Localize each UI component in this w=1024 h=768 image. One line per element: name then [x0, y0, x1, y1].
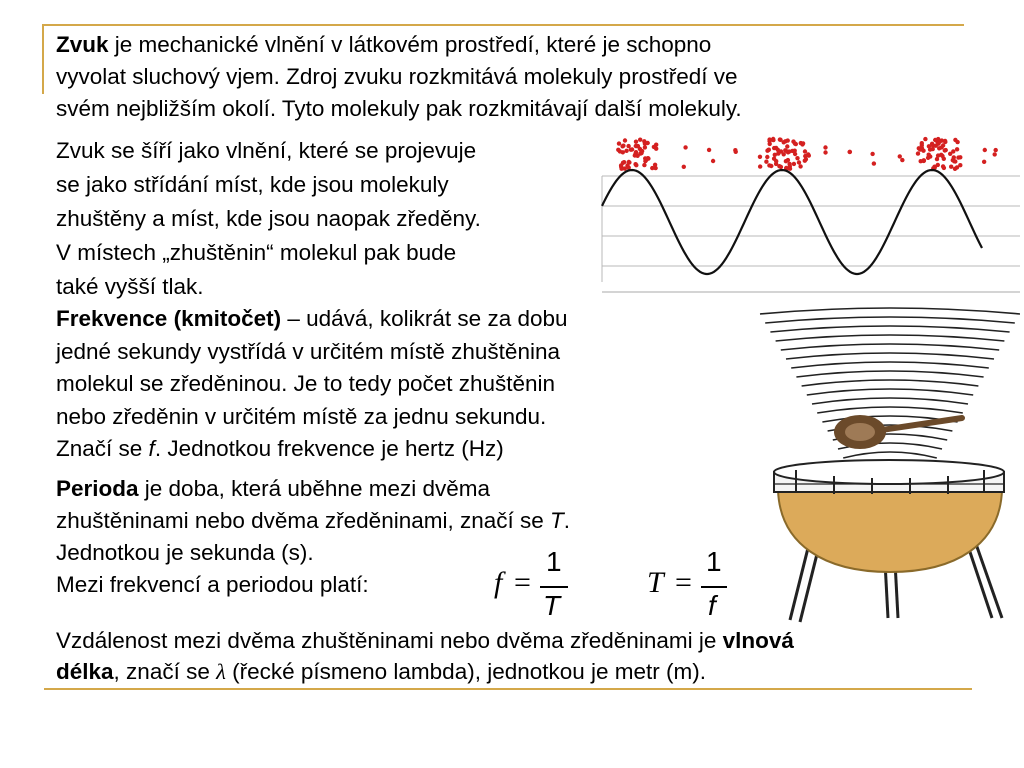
molecule-dot: [803, 159, 807, 163]
molecule-dot: [803, 154, 807, 158]
molecule-dot: [949, 165, 953, 169]
molecule-dot: [617, 141, 621, 145]
formula-2-equals: =: [675, 566, 692, 599]
sound-arc: [765, 317, 1015, 323]
molecule-dot: [927, 144, 931, 148]
wave-paragraph: [56, 134, 481, 304]
term-frekvence: Frekvence (kmitočet): [56, 306, 282, 331]
term-vlnova: vlnová: [722, 628, 794, 653]
drum-bowl: [778, 490, 1002, 572]
formula-2-numerator: 1: [706, 546, 722, 577]
intro-line-2: vyvolat sluchový vjem. Zdroj zvuku rozkmitává molekuly prostředí ve: [56, 64, 738, 89]
molecule-dot: [936, 163, 940, 167]
molecule-dot: [646, 141, 650, 145]
kettledrum-illustration: [700, 300, 1020, 630]
molecule-dot: [785, 144, 789, 148]
wavelength-line-1: [56, 625, 794, 656]
formula-1-fraction-bar: [540, 586, 568, 588]
molecule-dot: [942, 157, 946, 161]
molecule-dot: [769, 164, 773, 168]
molecule-dot: [774, 159, 778, 163]
formula-1-lhs: f: [494, 566, 503, 599]
term-zvuk: Zvuk: [56, 32, 109, 57]
molecule-dot: [792, 162, 796, 166]
molecule-dot: [847, 150, 851, 154]
intro-paragraph: [56, 29, 742, 125]
molecule-dot: [772, 146, 776, 150]
formula-2-lhs: T: [647, 566, 664, 599]
molecule-dot: [616, 148, 620, 152]
molecule-dot: [634, 163, 638, 167]
molecule-dot: [797, 160, 801, 164]
wave-line-2: se jako střídání míst, kde jsou molekuly: [56, 172, 449, 197]
molecule-dot: [958, 155, 962, 159]
molecule-dot: [790, 149, 794, 153]
molecule-dot: [823, 150, 827, 154]
molecule-dot: [634, 140, 638, 144]
molecule-dot: [795, 156, 799, 160]
wavelength-line-2-post: (řecké písmeno lambda), jednotkou je metr (m).: [225, 659, 707, 684]
molecule-dot: [642, 163, 646, 167]
wavelength-paragraph: [56, 625, 794, 687]
molecule-dot: [993, 148, 997, 152]
molecule-dot: [758, 164, 762, 168]
molecule-dot: [983, 148, 987, 152]
molecule-dot: [643, 145, 647, 149]
wavelength-line-2: [56, 656, 794, 687]
wave-line-5: také vyšší tlak.: [56, 274, 204, 299]
sound-arc: [802, 380, 979, 386]
molecule-dot: [920, 141, 924, 145]
sound-arc: [843, 452, 937, 458]
formula-2-denominator: f: [708, 590, 716, 621]
sound-arc: [776, 335, 1005, 341]
sound-arc: [796, 371, 983, 377]
molecule-dot: [898, 154, 902, 158]
wavelength-line-1-pre: Vzdálenost mezi dvěma zhuštěninami nebo dvěma zředěninami je: [56, 628, 723, 653]
molecule-dot: [927, 153, 931, 157]
molecule-dot: [982, 160, 986, 164]
sound-arcs: [760, 308, 1020, 458]
molecule-dot: [798, 164, 802, 168]
sound-arc: [791, 362, 989, 368]
molecule-dot: [778, 138, 782, 142]
frequency-line-5: [56, 433, 568, 466]
sound-arc: [770, 326, 1009, 332]
intro-line-3: svém nejbližším okolí. Tyto molekuly pak rozkmitávají další molekuly.: [56, 96, 742, 121]
molecule-dot: [711, 159, 715, 163]
molecule-dot: [916, 151, 920, 155]
drum-rim: [774, 460, 1004, 494]
molecule-dot: [872, 161, 876, 165]
frequency-line-4: nebo zředěnin v určitém místě za jednu sekundu.: [56, 403, 547, 429]
molecule-dot: [870, 152, 874, 156]
symbol-f: f: [148, 436, 155, 461]
sound-arc: [781, 344, 999, 350]
molecule-dot: [941, 164, 945, 168]
term-delka: délka: [56, 659, 114, 684]
sound-arc: [812, 398, 968, 404]
sound-arc: [817, 407, 963, 413]
period-line-4: Mezi frekvencí a periodou platí:: [56, 572, 369, 597]
molecule-dot: [922, 158, 926, 162]
molecule-dot: [764, 160, 768, 164]
molecule-dot: [958, 163, 962, 167]
period-line-2: [56, 505, 570, 537]
frequency-line-5-post: . Jednotkou frekvence je hertz (Hz): [154, 436, 504, 461]
molecule-dot: [682, 165, 686, 169]
molecule-dot: [935, 157, 939, 161]
molecule-dot: [635, 144, 639, 148]
molecule-dot: [786, 158, 790, 162]
molecule-dot: [653, 163, 657, 167]
molecule-dot: [955, 147, 959, 151]
period-line-1: je doba, která uběhne mezi dvěma: [138, 476, 490, 501]
molecule-dot: [782, 152, 786, 156]
molecule-dot: [758, 155, 762, 159]
top-divider: [44, 24, 964, 26]
wave-line-1: Zvuk se šíří jako vlnění, které se projevuje: [56, 138, 477, 163]
molecule-dots: [616, 137, 998, 171]
molecule-dot: [765, 149, 769, 153]
molecule-dot: [823, 145, 827, 149]
bottom-divider: [44, 688, 972, 690]
symbol-lambda: λ: [216, 659, 226, 684]
frequency-line-2: jedné sekundy vystřídá v určitém místě zhuštěnina: [56, 338, 560, 364]
molecule-dot: [644, 158, 648, 162]
molecule-dot: [627, 160, 631, 164]
formula-1-equals: =: [514, 566, 531, 599]
frequency-line-5-pre: Značí se: [56, 436, 149, 461]
molecule-dot: [953, 159, 957, 163]
period-line-2-post: .: [563, 508, 571, 533]
molecule-dot: [917, 146, 921, 150]
formula-1-denominator: T: [543, 590, 561, 621]
molecule-dot: [773, 153, 777, 157]
molecule-dot: [638, 138, 642, 142]
molecule-dot: [953, 167, 957, 171]
molecule-dot: [768, 142, 772, 146]
molecule-dot: [936, 137, 940, 141]
molecule-dot: [621, 161, 625, 165]
molecule-dot: [707, 148, 711, 152]
sine-wave: [602, 170, 982, 274]
molecule-dot: [783, 139, 787, 143]
symbol-T: T: [550, 508, 564, 533]
sound-arc: [786, 353, 994, 359]
molecule-dot: [951, 149, 955, 153]
molecule-dot: [629, 148, 633, 152]
molecule-dot: [623, 138, 627, 142]
wave-line-3: zhuštěny a míst, kde jsou naopak zředěny.: [56, 206, 481, 231]
molecule-dot: [900, 158, 904, 162]
molecule-dot: [992, 152, 996, 156]
term-perioda: Perioda: [56, 476, 139, 501]
formula-frequency: [488, 548, 578, 628]
sound-arc: [760, 308, 1020, 314]
sound-arc: [807, 389, 973, 395]
molecule-dot: [952, 155, 956, 159]
intro-line-1: je mechanické vlnění v látkovém prostředí, které je schopno: [108, 32, 712, 57]
molecule-dot: [944, 148, 948, 152]
molecule-dot: [639, 151, 643, 155]
period-line-2-pre: zhuštěninami nebo dvěma zředěninami, značí se: [56, 508, 551, 533]
molecule-dot: [777, 164, 781, 168]
sound-wave-illustration: [590, 132, 1020, 300]
molecule-dot: [953, 138, 957, 142]
wavelength-line-2-mid: , značí se: [113, 659, 217, 684]
molecule-dot: [683, 145, 687, 149]
frequency-line-3: molekul se zředěninou. Je to tedy počet zhuštěnin: [56, 371, 556, 396]
molecule-dot: [619, 167, 623, 171]
molecule-dot: [794, 142, 798, 146]
molecule-dot: [923, 137, 927, 141]
wave-line-4: V místech „zhuštěnin“ molekul pak bude: [56, 240, 457, 265]
molecule-dot: [800, 142, 804, 146]
molecule-dot: [937, 146, 941, 150]
left-accent-bar: [42, 24, 44, 94]
molecule-dot: [943, 139, 947, 143]
period-line-3: Jednotkou je sekunda (s).: [56, 540, 314, 565]
molecule-dot: [939, 153, 943, 157]
molecule-dot: [624, 149, 628, 153]
molecule-dot: [765, 155, 769, 159]
molecule-dot: [621, 144, 625, 148]
wave-gridlines: [602, 176, 1020, 282]
formula-1-numerator: 1: [546, 546, 562, 577]
molecule-dot: [931, 147, 935, 151]
molecule-dot: [652, 145, 656, 149]
molecule-dot: [733, 148, 737, 152]
molecule-dot: [786, 150, 790, 154]
frequency-line-1: – udává, kolikrát se za dobu: [281, 306, 568, 331]
molecule-dot: [634, 150, 638, 154]
frequency-paragraph: [56, 303, 568, 466]
